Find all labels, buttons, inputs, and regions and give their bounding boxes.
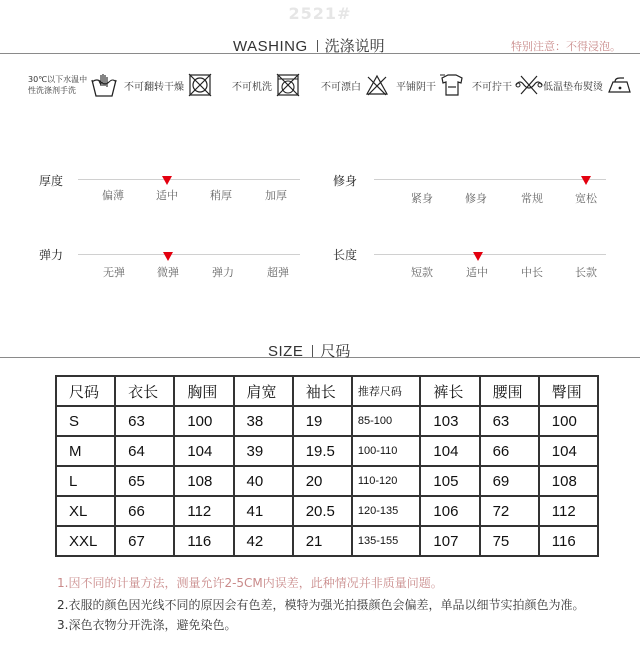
table-header-cell: 裤长 [420,376,479,406]
scale-fit-title: 修身 [333,174,358,188]
table-header-cell: 衣长 [115,376,174,406]
table-cell: XL [56,496,115,526]
footnote-2: 2.衣服的颜色因光线不同的原因会有色差，模特为强光拍摄颜色会偏差，单品以细节实拍颜色为准。 [57,598,585,612]
scale-elasticity-option: 弹力 [212,266,234,279]
table-cell: 75 [480,526,539,556]
table-cell: 40 [234,466,293,496]
care-item-low-temp-iron [543,70,632,100]
scale-length-option: 长款 [575,266,597,279]
scale-elasticity-option: 无弹 [103,266,125,279]
washing-warning: 特别注意：不得浸泡。 [511,40,621,53]
washing-title-en: WASHING [233,38,308,55]
table-cell: 107 [420,526,479,556]
table-cell: 104 [174,436,233,466]
scale-elasticity-option: 超弹 [267,266,289,279]
table-row [56,496,598,526]
no-bleach-icon [365,73,389,97]
table-header-cell: 尺码 [56,376,115,406]
table-cell: 64 [115,436,174,466]
table-header-cell: 臀围 [539,376,598,406]
table-cell: 20.5 [293,496,352,526]
table-header-cell: 袖长 [293,376,352,406]
no-machine-wash-icon [276,73,300,97]
table-cell: 103 [420,406,479,436]
no-wring-icon [515,74,543,96]
scale-fit-line [374,179,606,180]
table-cell: 100 [174,406,233,436]
table-cell: 110-120 [352,466,421,496]
washing-title-cn: 洗涤说明 [324,37,385,55]
size-title [268,340,350,361]
table-cell: 41 [234,496,293,526]
table-cell: 19.5 [293,436,352,466]
no-tumble-dry-icon [188,73,212,97]
table-header-cell: 腰围 [480,376,539,406]
table-cell: 105 [420,466,479,496]
table-cell: 108 [539,466,598,496]
table-row [56,466,598,496]
scale-thickness-option: 适中 [156,189,178,202]
table-row [56,436,598,466]
no-tumble-dry-label: 不可翻转干燥 [124,81,184,93]
table-cell: 63 [480,406,539,436]
table-cell: 112 [174,496,233,526]
size-table-header [56,376,598,406]
scale-thickness-line [78,179,300,180]
table-cell: XXL [56,526,115,556]
scale-length-line [374,254,606,255]
low-temp-iron-label: 低温垫布熨烫 [543,81,603,93]
table-header-cell: 推荐尺码 [352,376,421,406]
table-cell: 112 [539,496,598,526]
table-cell: 38 [234,406,293,436]
footnote-3: 3.深色衣物分开洗涤，避免染色。 [57,618,237,632]
table-cell: 116 [174,526,233,556]
table-cell: 19 [293,406,352,436]
table-cell: 116 [539,526,598,556]
table-cell: 66 [115,496,174,526]
scale-thickness-option: 偏薄 [102,189,124,202]
table-cell: 135-155 [352,526,421,556]
product-code: 2521# [288,4,352,23]
care-item-no-machine-wash [232,70,300,100]
table-cell: 85-100 [352,406,421,436]
table-cell: 106 [420,496,479,526]
no-wring-label: 不可拧干 [472,81,512,93]
scale-thickness-marker [162,176,172,185]
scale-length-option: 适中 [466,266,488,279]
no-bleach-label: 不可漂白 [321,81,361,93]
table-cell: 108 [174,466,233,496]
care-item-no-wring [472,70,543,100]
table-cell: 120-135 [352,496,421,526]
scale-length-option: 短款 [411,266,433,279]
scale-elasticity-line [78,254,300,255]
table-header-cell: 肩宽 [234,376,293,406]
table-cell: L [56,466,115,496]
footnote-1: 1.因不同的计量方法，测量允许2-5CM内误差，此种情况并非质量问题。 [57,576,443,590]
title-separator [312,345,313,357]
scale-fit-option: 修身 [465,192,487,205]
flat-dry-shade-icon [439,73,465,97]
table-row [56,406,598,436]
table-cell: 63 [115,406,174,436]
scale-elasticity-title: 弹力 [39,248,64,262]
title-separator [317,40,318,52]
scale-fit-marker [581,176,591,185]
table-header-cell: 胸围 [174,376,233,406]
hand-wash-label: 30℃以下水温中 性洗涤剂手洗 [28,75,88,95]
table-cell: 100 [539,406,598,436]
scale-thickness-title: 厚度 [39,174,64,188]
table-cell: 67 [115,526,174,556]
table-cell: 100-110 [352,436,421,466]
scale-length-option: 中长 [521,266,543,279]
flat-dry-shade-label: 平铺阴干 [396,81,436,93]
size-title-en: SIZE [268,343,304,360]
size-table [55,375,599,557]
no-machine-wash-label: 不可机洗 [232,81,272,93]
care-item-no-tumble-dry [124,70,212,100]
low-temp-iron-icon [606,74,632,96]
table-cell: 72 [480,496,539,526]
table-cell: M [56,436,115,466]
care-item-hand-wash [28,70,119,100]
table-cell: S [56,406,115,436]
scale-fit-option: 紧身 [411,192,433,205]
scale-length-marker [473,252,483,261]
table-row [56,526,598,556]
table-cell: 39 [234,436,293,466]
scale-fit-option: 常规 [521,192,543,205]
scale-elasticity-marker [163,252,173,261]
care-item-no-bleach [321,70,389,100]
table-cell: 21 [293,526,352,556]
scale-fit-option: 宽松 [575,192,597,205]
care-item-flat-dry-shade [396,70,465,100]
table-cell: 65 [115,466,174,496]
size-title-cn: 尺码 [320,342,351,360]
scale-length-title: 长度 [333,248,358,262]
table-cell: 20 [293,466,352,496]
table-cell: 104 [539,436,598,466]
scale-thickness-option: 加厚 [265,189,287,202]
scale-elasticity-option: 微弹 [157,266,179,279]
table-cell: 104 [420,436,479,466]
hand-wash-30-icon [89,72,119,98]
scale-thickness-option: 稍厚 [210,189,232,202]
table-cell: 42 [234,526,293,556]
washing-title [233,35,385,56]
table-cell: 69 [480,466,539,496]
table-cell: 66 [480,436,539,466]
